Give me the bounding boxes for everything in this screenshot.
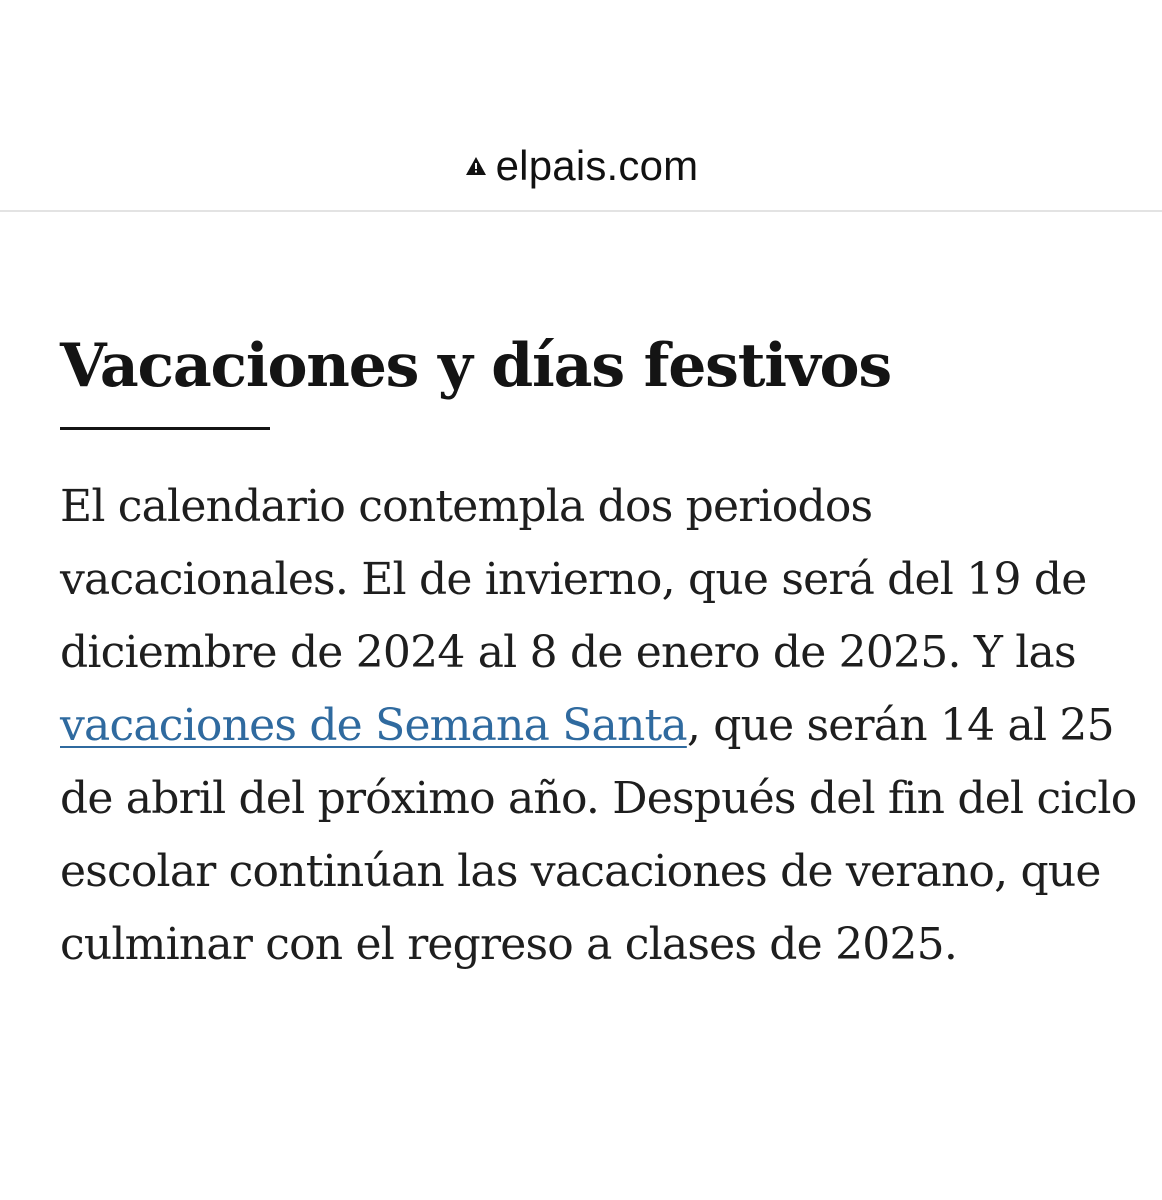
- paragraph-text-end: , que serán 14 al 25 de abril del próximo año. Después del fin del ciclo escolar continúan las vacaciones de verano, que culminar con el regreso a clases de 2025.: [60, 700, 1137, 970]
- url-text: elpais.com: [495, 142, 699, 189]
- browser-address-bar: [0, 0, 1162, 212]
- article-paragraph: [60, 470, 1140, 981]
- url-display[interactable]: [0, 138, 1162, 194]
- warning-triangle-icon: [464, 154, 488, 178]
- paragraph-text-start: El calendario contempla dos periodos vacacionales. El de invierno, que será del 19 de diciembre de 2024 al 8 de enero de 2025. Y las: [60, 481, 1087, 678]
- section-heading: Vacaciones y días festivos: [60, 331, 891, 401]
- semana-santa-link[interactable]: vacaciones de Semana Santa: [60, 700, 687, 751]
- heading-underline: [60, 427, 270, 430]
